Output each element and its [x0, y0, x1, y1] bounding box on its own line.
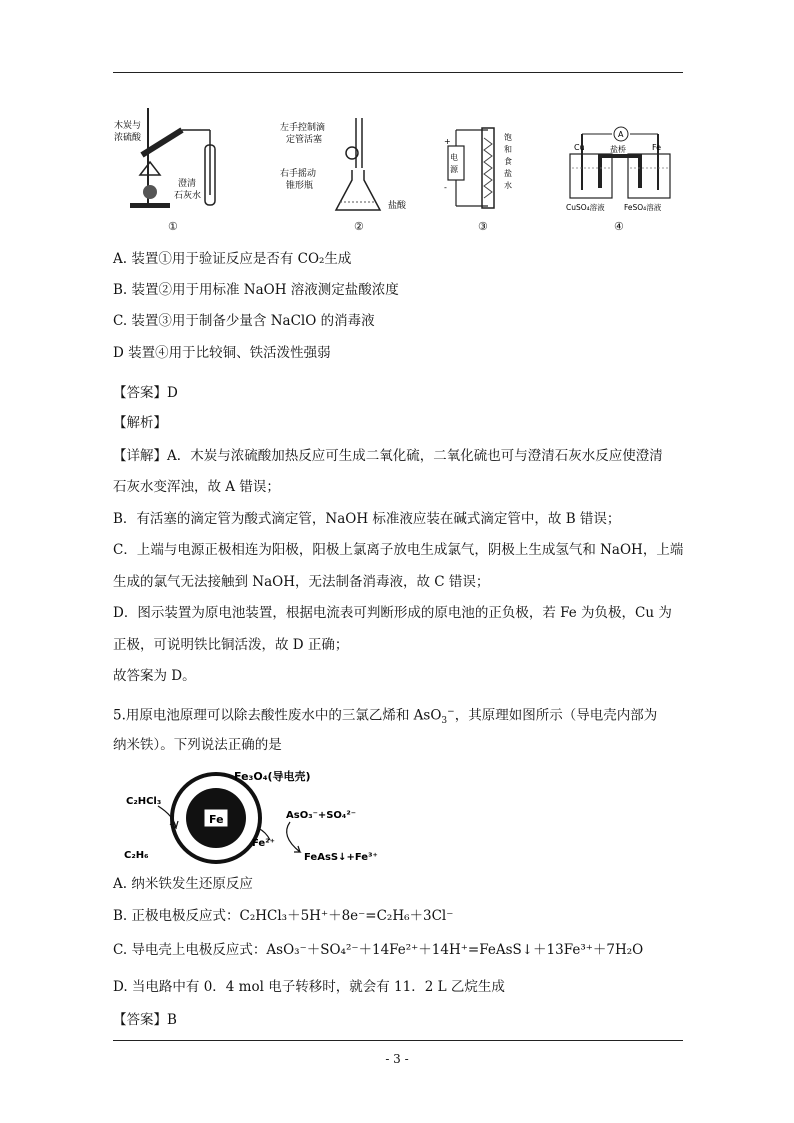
figure-3-number: ③ [478, 220, 488, 233]
q5-stem-sup: − [447, 707, 455, 717]
q4-detail-5: 生成的氯气无法接触到 NaOH，无法制备消毒液，故 C 错误； [113, 574, 490, 590]
figure-3-electrolysis [442, 124, 542, 214]
fig3-plus: + [444, 137, 451, 146]
fig2-label-2: 定管活塞 [286, 135, 323, 145]
fig3-minus: - [444, 183, 447, 192]
q5-diagram-ion: Fe²⁺ [252, 838, 275, 849]
q5-option-c: C. 导电壳上电极反应式：AsO₃⁻＋SO₄²⁻＋14Fe²⁺＋14H⁺=FeAsS↓＋13Fe³⁺＋7H₂O [113, 942, 644, 958]
figure-1-number: ① [168, 220, 178, 233]
q4-option-d: D 装置④用于比较铜、铁活泼性强弱 [113, 345, 331, 361]
fig3-power-2: 源 [450, 165, 458, 174]
fig2-label-3: 右手摇动 [280, 169, 317, 179]
q5-diagram-right-out: FeAsS↓+Fe³⁺ [304, 852, 378, 863]
q5-stem-line-1 [113, 703, 657, 730]
q5-diagram-right-in: AsO₃⁻+SO₄²⁻ [286, 810, 356, 821]
fig4-solution-2: FeSO₄溶液 [624, 203, 662, 212]
q4-option-a: A. 装置①用于验证反应是否有 CO₂生成 [113, 251, 352, 267]
q5-stem-text: 5.用原电池原理可以除去酸性废水中的三氯乙烯和 AsO [113, 707, 442, 724]
q5-option-b: B. 正极电极反应式：C₂HCl₃＋5H⁺＋8e⁻=C₂H₆＋3Cl⁻ [113, 908, 454, 924]
fig3-brine-2: 和 [504, 145, 512, 154]
q5-stem-line-2: 纳米铁）。下列说法正确的是 [113, 737, 282, 753]
q5-stem-tail: ，其原理如图所示（导电壳内部为 [454, 707, 658, 724]
fig1-label-3: 澄清 [178, 179, 197, 189]
q4-detail-1: 【详解】A．木炭与浓硫酸加热反应可生成二氧化硫，二氧化硫也可与澄清石灰水反应使澄清 [113, 448, 663, 464]
fig1-label-1: 木炭与 [114, 121, 142, 131]
figure-2-titration [280, 118, 420, 218]
fig3-brine-5: 水 [504, 181, 512, 190]
fig3-brine-1: 饱 [504, 133, 512, 142]
figure-4-number: ④ [614, 220, 624, 233]
fig1-label-4: 石灰水 [174, 191, 202, 201]
q5-option-a: A. 纳米铁发生还原反应 [113, 876, 253, 892]
figure-4-galvanic-cell [566, 124, 676, 216]
q5-stem-sub: 3 [441, 716, 448, 727]
q4-detail-2: 石灰水变浑浊，故 A 错误； [113, 479, 280, 495]
fig4-cu: Cu [574, 143, 585, 152]
q5-diagram-left-out: C₂H₆ [124, 850, 149, 861]
fig3-brine-3: 食 [504, 157, 512, 166]
fig1-label-2: 浓硫酸 [114, 133, 142, 143]
header-rule [113, 72, 683, 73]
fig2-label-4: 锥形瓶 [286, 181, 314, 191]
q5-diagram-core: Fe [209, 813, 224, 826]
q5-option-d: D. 当电路中有 0．4 mol 电子转移时，就会有 11．2 L 乙烷生成 [113, 979, 505, 995]
q4-option-b: B. 装置②用于用标准 NaOH 溶液测定盐酸浓度 [113, 282, 399, 298]
q5-diagram-left-in: C₂HCl₃ [126, 796, 162, 807]
q5-answer: 【答案】B [113, 1012, 177, 1028]
fig4-meter: A [618, 130, 624, 139]
fig3-brine-4: 盐 [504, 169, 512, 178]
q4-analysis-heading: 【解析】 [113, 415, 167, 431]
fig4-solution-1: CuSO₄溶液 [566, 203, 605, 212]
q4-detail-3: B．有活塞的滴定管为酸式滴定管，NaOH 标准液应装在碱式滴定管中，故 B 错误； [113, 511, 621, 527]
page-number: - 3 - [385, 1052, 409, 1066]
figure-1-apparatus [112, 100, 232, 220]
q4-answer: 【答案】D [113, 385, 178, 401]
footer-rule [113, 1040, 683, 1041]
q4-option-c: C. 装置③用于制备少量含 NaClO 的消毒液 [113, 313, 375, 329]
q4-detail-4: C．上端与电源正极相连为阳极，阳极上氯离子放电生成氯气，阴极上生成氢气和 NaOH，上端 [113, 542, 684, 558]
q5-diagram-shell: Fe₃O₄(导电壳) [234, 770, 311, 783]
q4-detail-6: D．图示装置为原电池装置，根据电流表可判断形成的原电池的正负极，若 Fe 为负极，Cu 为 [113, 605, 672, 621]
q4-detail-8: 故答案为 D。 [113, 668, 196, 684]
fig3-power-1: 电 [450, 153, 458, 162]
fig4-fe: Fe [652, 143, 662, 152]
figure-2-number: ② [354, 220, 364, 233]
fig2-label-1: 左手控制滴 [280, 123, 326, 133]
fig2-label-5: 盐酸 [388, 201, 407, 211]
q5-diagram [118, 766, 418, 866]
q4-detail-7: 正极，可说明铁比铜活泼，故 D 正确； [113, 637, 349, 653]
fig4-bridge: 盐桥 [610, 145, 626, 154]
